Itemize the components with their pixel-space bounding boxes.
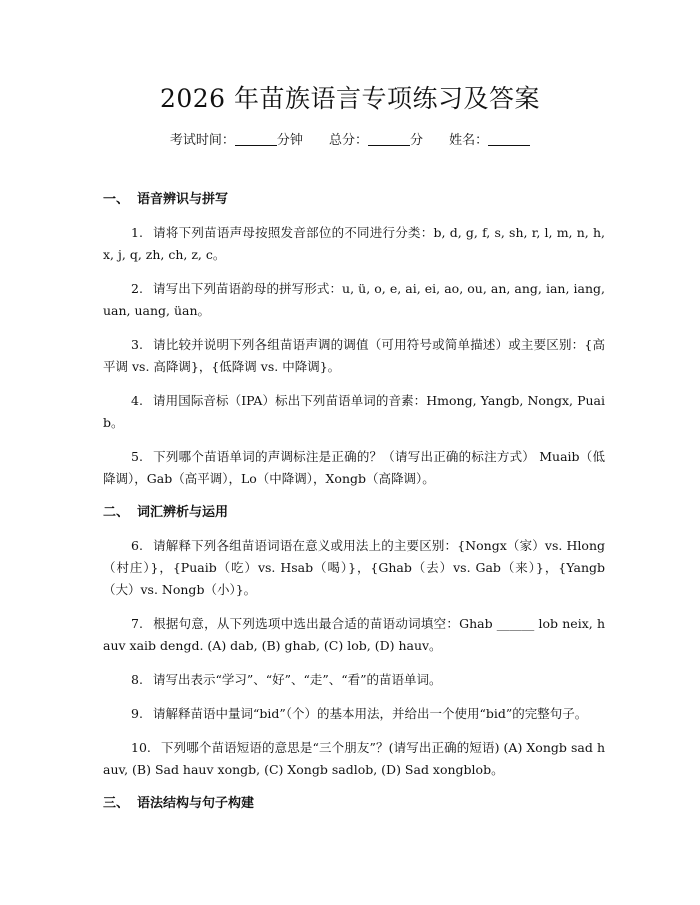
section-title: 词汇辨析与运用 [137, 505, 229, 520]
section-title: 语法结构与句子构建 [137, 796, 255, 811]
section-number: 二、 [103, 505, 130, 520]
question-text: 请写出表示“学习”、“好”、“走”、“看”的苗语单词。 [152, 672, 442, 687]
exam-time-blank [235, 132, 277, 146]
exam-time-unit: 分钟 [276, 133, 303, 148]
page-title: 2026 年苗族语言专项练习及答案 [159, 84, 541, 113]
section-heading [103, 189, 605, 211]
question-text: 请解释下列各组苗语词语在意义或用法上的主要区别：{Nongx（家）vs. Hlong（村庄）}，{Puaib（吃）vs. Hsab（喝）}，{Ghab（去）vs. Gab（来）}，{Yangb（大）vs. Nongb（小）}。 [103, 538, 605, 597]
question-number: 5. [131, 449, 143, 464]
section-heading [103, 502, 605, 524]
question-text: 请解释苗语中量词“bid”（个）的基本用法，并给出一个使用“bid”的完整句子。 [152, 706, 588, 721]
total-score [329, 131, 423, 151]
question-item [103, 613, 605, 657]
student-name [449, 131, 530, 151]
question-number: 2. [131, 281, 143, 296]
question-number: 4. [131, 393, 143, 408]
section-title: 语音辨识与拼写 [137, 192, 229, 207]
question-item [103, 703, 605, 725]
question-item [103, 446, 605, 490]
question-item [103, 278, 605, 322]
question-item [103, 737, 605, 781]
question-item [103, 222, 605, 266]
question-text: 下列哪个苗语短语的意思是“三个朋友”？(请写出正确的短语) (A) Xongb sad hauv, (B) Sad hauv xongb, (C) Xongb sadlob, (D) Sad xongblob。 [103, 740, 605, 777]
question-item [103, 390, 605, 434]
exam-time-label: 考试时间： [169, 133, 235, 148]
question-text: 请比较并说明下列各组苗语声调的调值（可用符号或简单描述）或主要区别：{高平调 vs. 高降调}，{低降调 vs. 中降调}。 [103, 337, 605, 374]
question-number: 9. [131, 706, 143, 721]
student-name-label: 姓名： [449, 133, 489, 148]
question-text: 请用国际音标（IPA）标出下列苗语单词的音素：Hmong, Yangb, Nongx, Puaib。 [103, 393, 605, 430]
question-item [103, 535, 605, 601]
section-number: 一、 [103, 192, 130, 207]
question-item [103, 334, 605, 378]
question-number: 8. [131, 672, 143, 687]
question-number: 3. [131, 337, 143, 352]
section-number: 三、 [103, 796, 130, 811]
total-score-label: 总分： [328, 133, 368, 148]
student-name-blank [488, 132, 530, 146]
question-number: 6. [131, 538, 143, 553]
total-score-blank [368, 132, 410, 146]
question-number: 10. [131, 740, 151, 755]
question-number: 1. [131, 225, 143, 240]
question-text: 请将下列苗语声母按照发音部位的不同进行分类：b, d, g, f, s, sh, r, l, m, n, h, x, j, q, zh, ch, z, c。 [103, 225, 605, 262]
question-number: 7. [131, 616, 143, 631]
question-content [103, 189, 605, 826]
section-heading [103, 793, 605, 815]
question-text: 请写出下列苗语韵母的拼写形式：u, ü, o, e, ai, ei, ao, ou, an, ang, ian, iang, uan, uang, üan。 [103, 281, 605, 318]
total-score-unit: 分 [410, 133, 424, 148]
question-text: 下列哪个苗语单词的声调标注是正确的？（请写出正确的标注方式） Muaib（低降调），Gab（高平调），Lo（中降调），Xongb（高降调）。 [103, 449, 605, 486]
exam-time [170, 131, 303, 151]
question-item [103, 669, 605, 691]
exam-info-line [0, 131, 700, 151]
question-text: 根据句意，从下列选项中选出最合适的苗语动词填空：Ghab ______ lob neix, hauv xaib dengd. (A) dab, (B) ghab, (C) lob, (D) hauv。 [103, 616, 605, 653]
